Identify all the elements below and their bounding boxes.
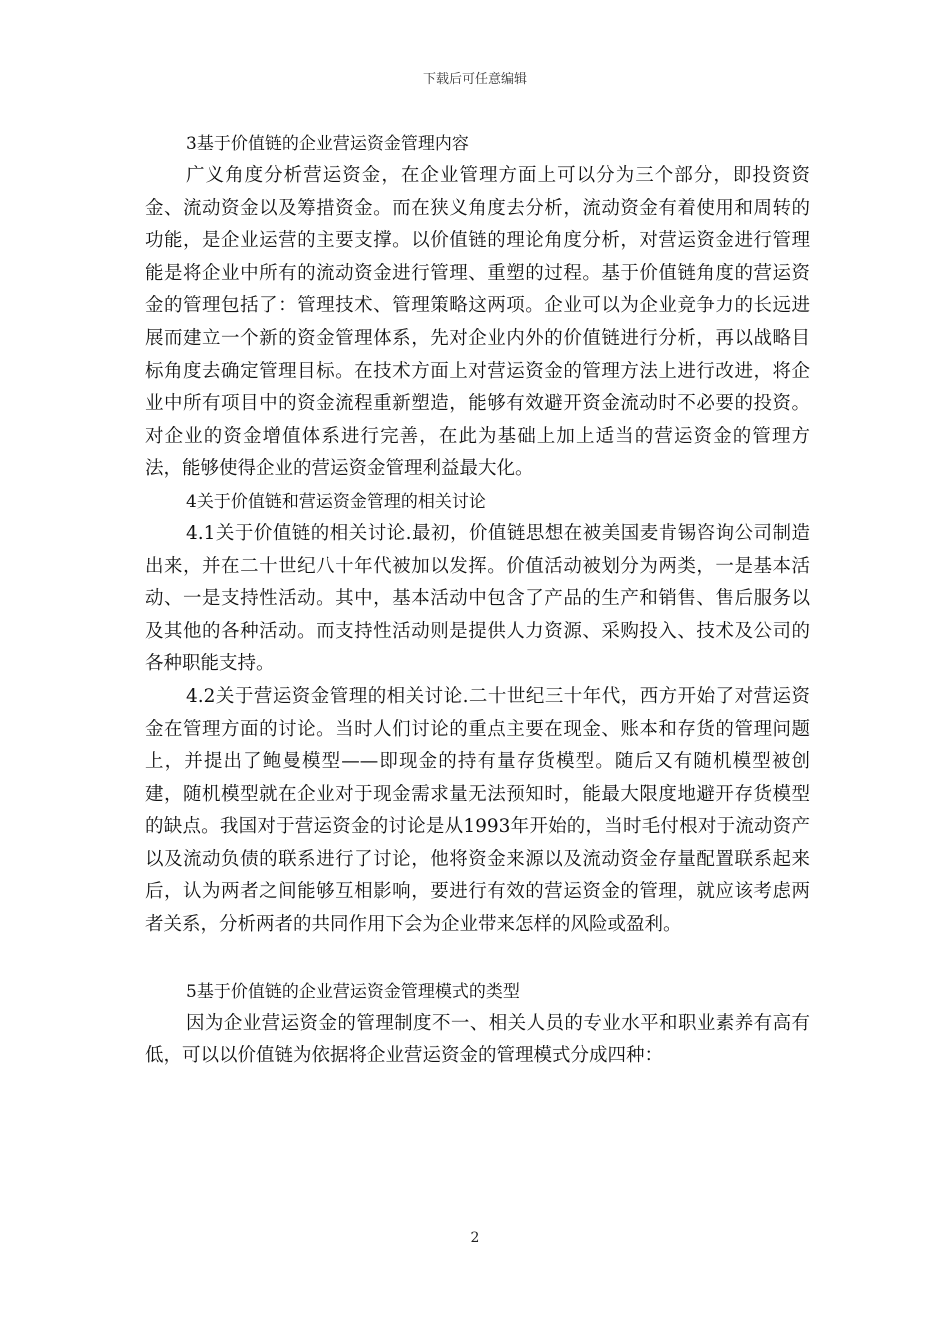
section-spacer bbox=[145, 942, 810, 976]
page-header: 下载后可任意编辑 bbox=[422, 72, 527, 87]
section-4 bbox=[145, 486, 810, 942]
section-3 bbox=[145, 128, 810, 486]
section-heading: 4关于价值链和营运资金管理的相关讨论 bbox=[186, 491, 486, 512]
paragraph: 4.1关于价值链的相关讨论.最初，价值链思想在被美国麦肯锡咨询公司制造出来，并在二十世纪八十年代被加以发挥。价值活动被划分为两类，一是基本活动、一是支持性活动。其中，基本活动中包含了产品的生产和销售、售后服务以及其他的各种活动。而支持性活动则是提供人力资源、采购投入、技术及公司的各种职能支持。 bbox=[145, 522, 810, 675]
section-5 bbox=[145, 976, 810, 1073]
document-body bbox=[145, 128, 810, 1073]
paragraph: 广义角度分析营运资金，在企业管理方面上可以分为三个部分，即投资资金、流动资金以及筹措资金。而在狭义角度去分析，流动资金有着使用和周转的功能，是企业运营的主要支撑。以价值链的理论角度分析，对营运资金进行管理能是将企业中所有的流动资金进行管理、重塑的过程。基于价值链角度的营运资金的管理包括了：管理技术、管理策略这两项。企业可以为企业竞争力的长远进展而建立一个新的资金管理体系，先对企业内外的价值链进行分析，再以战略目标角度去确定管理目标。在技术方面上对营运资金的管理方法上进行改进，将企业中所有项目中的资金流程重新塑造，能够有效避开资金流动时不必要的投资。对企业的资金增值体系进行完善，在此为基础上加上适当的营运资金的管理方法，能够使得企业的营运资金管理利益最大化。 bbox=[145, 165, 810, 480]
section-heading: 3基于价值链的企业营运资金管理内容 bbox=[186, 134, 469, 154]
section-heading: 5基于价值链的企业营运资金管理模式的类型 bbox=[186, 981, 520, 1002]
paragraph: 4.2关于营运资金管理的相关讨论.二十世纪三十年代，西方开始了对营运资金在管理方面的讨论。当时人们讨论的重点主要在现金、账本和存货的管理问题上，并提出了鲍曼模型——即现金的持有量存货模型。随后又有随机模型被创建，随机模型就在企业对于现金需求量无法预知时，能最大限度地避开存货模型的缺点。我国对于营运资金的讨论是从1993年开始的，当时毛付根对于流动资产以及流动负债的联系进行了讨论，他将资金来源以及流动资金存量配置联系起来后，认为两者之间能够互相影响，要进行有效的营运资金的管理，就应该考虑两者关系，分析两者的共同作用下会为企业带来怎样的风险或盈利。 bbox=[145, 685, 810, 936]
page-number: 2 bbox=[470, 1230, 480, 1246]
paragraph: 因为企业营运资金的管理制度不一、相关人员的专业水平和职业素养有高有低，可以以价值链为依据将企业营运资金的管理模式分成四种： bbox=[145, 1012, 810, 1067]
